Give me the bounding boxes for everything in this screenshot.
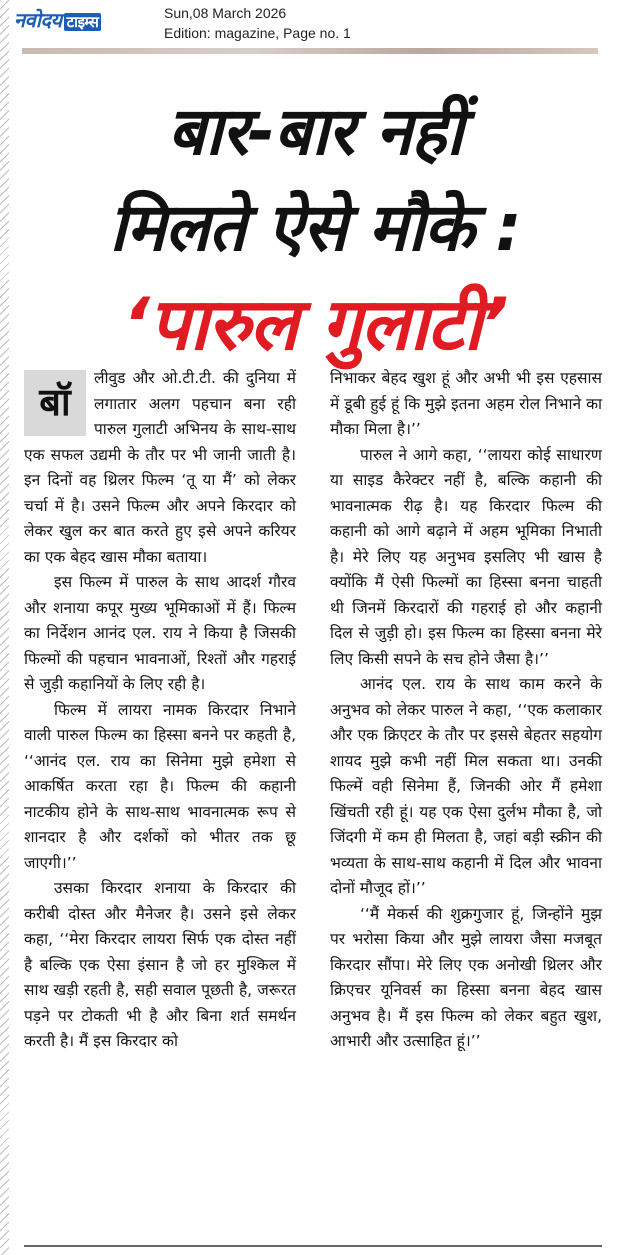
publish-date: Sun,08 March 2026 bbox=[164, 5, 287, 21]
article-column-left bbox=[24, 366, 296, 1055]
bottom-divider bbox=[24, 1245, 602, 1247]
page-header bbox=[12, 0, 622, 50]
logo-main-text: नवोदय bbox=[14, 8, 62, 32]
paragraph: लीवुड और ओ.टी.टी. की दुनिया में लगातार अलग पहचान बना रही पारुल गुलाटी अभिनय के साथ-साथ एक सफल उद्यमी के तौर पर भी जानी जाती है। इन दिनों वह थ्रिलर फिल्म ‘तू या मैं’ को लेकर चर्चा में है। उसने फिल्म और अपने किरदार को लेकर खुल कर बात करते हुए इसे अपने करियर का एक बेहद खास मौका बताया। bbox=[24, 369, 296, 566]
paragraph: पारुल ने आगे कहा, ‘‘लायरा कोई साधारण या साइड कैरेक्टर नहीं है, बल्कि कहानी की भावनात्मक रीढ़ है। यह किरदार फिल्म की कहानी को आगे बढ़ाने में अहम भूमिका निभाती है। मेरे लिए यह अनुभव इसलिए भी खास है क्योंकि मैं ऐसी फिल्मों का हिस्सा बनना चाहती थी जिनमें किरदारों की गहराई हो और कहानी दिल से जुड़ी हो। इस फिल्म का हिस्सा बनना मेरे लिए किसी सपने के सच होने जैसा है।’’ bbox=[330, 445, 602, 668]
headline-line-2: मिलते ऐसे मौके : bbox=[109, 189, 521, 266]
paragraph: निभाकर बेहद खुश हूं और अभी भी इस एहसास में डूबी हुई हूं कि मुझे इतना अहम रोल निभाने का मौका मिला है।’’ bbox=[330, 369, 602, 438]
headline-line-1: बार-बार नहीं bbox=[167, 93, 463, 170]
logo-sub-text: टाइम्स bbox=[64, 13, 102, 31]
edition-meta bbox=[164, 3, 351, 43]
headline-line-3: ‘पारुल गुलाटी’ bbox=[122, 282, 508, 366]
article-column-right bbox=[330, 366, 602, 1055]
headline bbox=[20, 84, 610, 372]
newspaper-logo[interactable] bbox=[14, 6, 101, 33]
paragraph: ‘‘मैं मेकर्स की शुक्रगुजार हूं, जिन्होंने मुझ पर भरोसा किया और मुझे लायरा जैसा मजबूत किरदार सौंपा। मेरे लिए एक अनोखी थ्रिलर और क्रिएचर यूनिवर्स का हिस्सा बनना बेहद खास अनुभव है। मैं इस फिल्म को लेकर बहुत खुश, आभारी और उत्साहित हूं।’’ bbox=[330, 904, 602, 1050]
paragraph: इस फिल्म में पारुल के साथ आदर्श गौरव और शनाया कपूर मुख्य भूमिकाओं में हैं। फिल्म का निर्देशन आनंद एल. राय ने किया है जिसकी फिल्मों की पहचान भावनाओं, रिश्तों और गहराई से जुड़ी कहानियों के लिए रही है। bbox=[24, 573, 296, 693]
drop-cap: बॉ bbox=[24, 370, 86, 436]
paragraph: आनंद एल. राय के साथ काम करने के अनुभव को लेकर पारुल ने कहा, ‘‘एक कलाकार और एक क्रिएटर के तौर पर इससे बेहतर सहयोग शायद मुझे कभी नहीं मिल सकता था। उनकी फिल्में वही सिनेमा हैं, जिनकी ओर मैं हमेशा खिंचती रही हूं। यह एक ऐसा दुर्लभ मौका है, जो जिंदगी में कम ही मिलता है, जहां बड़ी स्क्रीन की भव्यता के साथ-साथ कहानी में दिल और भावना दोनों मौजूद हों।’’ bbox=[330, 675, 602, 897]
page-edge-border bbox=[0, 0, 9, 1255]
paragraph: उसका किरदार शनाया के किरदार की करीबी दोस्त और मैनेजर है। उसने इसे लेकर कहा, ‘‘मेरा किरदार लायरा सिर्फ एक दोस्त नहीं है बल्कि एक ऐसा इंसान है जो हर मुश्किल में साथ खड़ी रहती है, सही सवाल पूछती है, जरूरत पड़ने पर टोकती भी है और बिना शर्त समर्थन करती है। मैं इस किरदार को bbox=[24, 879, 296, 1050]
edition-info: Edition: magazine, Page no. 1 bbox=[164, 25, 351, 41]
paragraph: फिल्म में लायरा नामक किरदार निभाने वाली पारुल फिल्म का हिस्सा बनने पर कहती है, ‘‘आनंद एल. राय का सिनेमा मुझे हमेशा से आकर्षित करता रहा है। फिल्म की कहानी नाटकीय होने के साथ-साथ भावनात्मक रूप से शानदार है और दर्शकों को भीतर तक छू जाएगी।’’ bbox=[24, 700, 296, 872]
header-image-strip bbox=[22, 48, 598, 54]
